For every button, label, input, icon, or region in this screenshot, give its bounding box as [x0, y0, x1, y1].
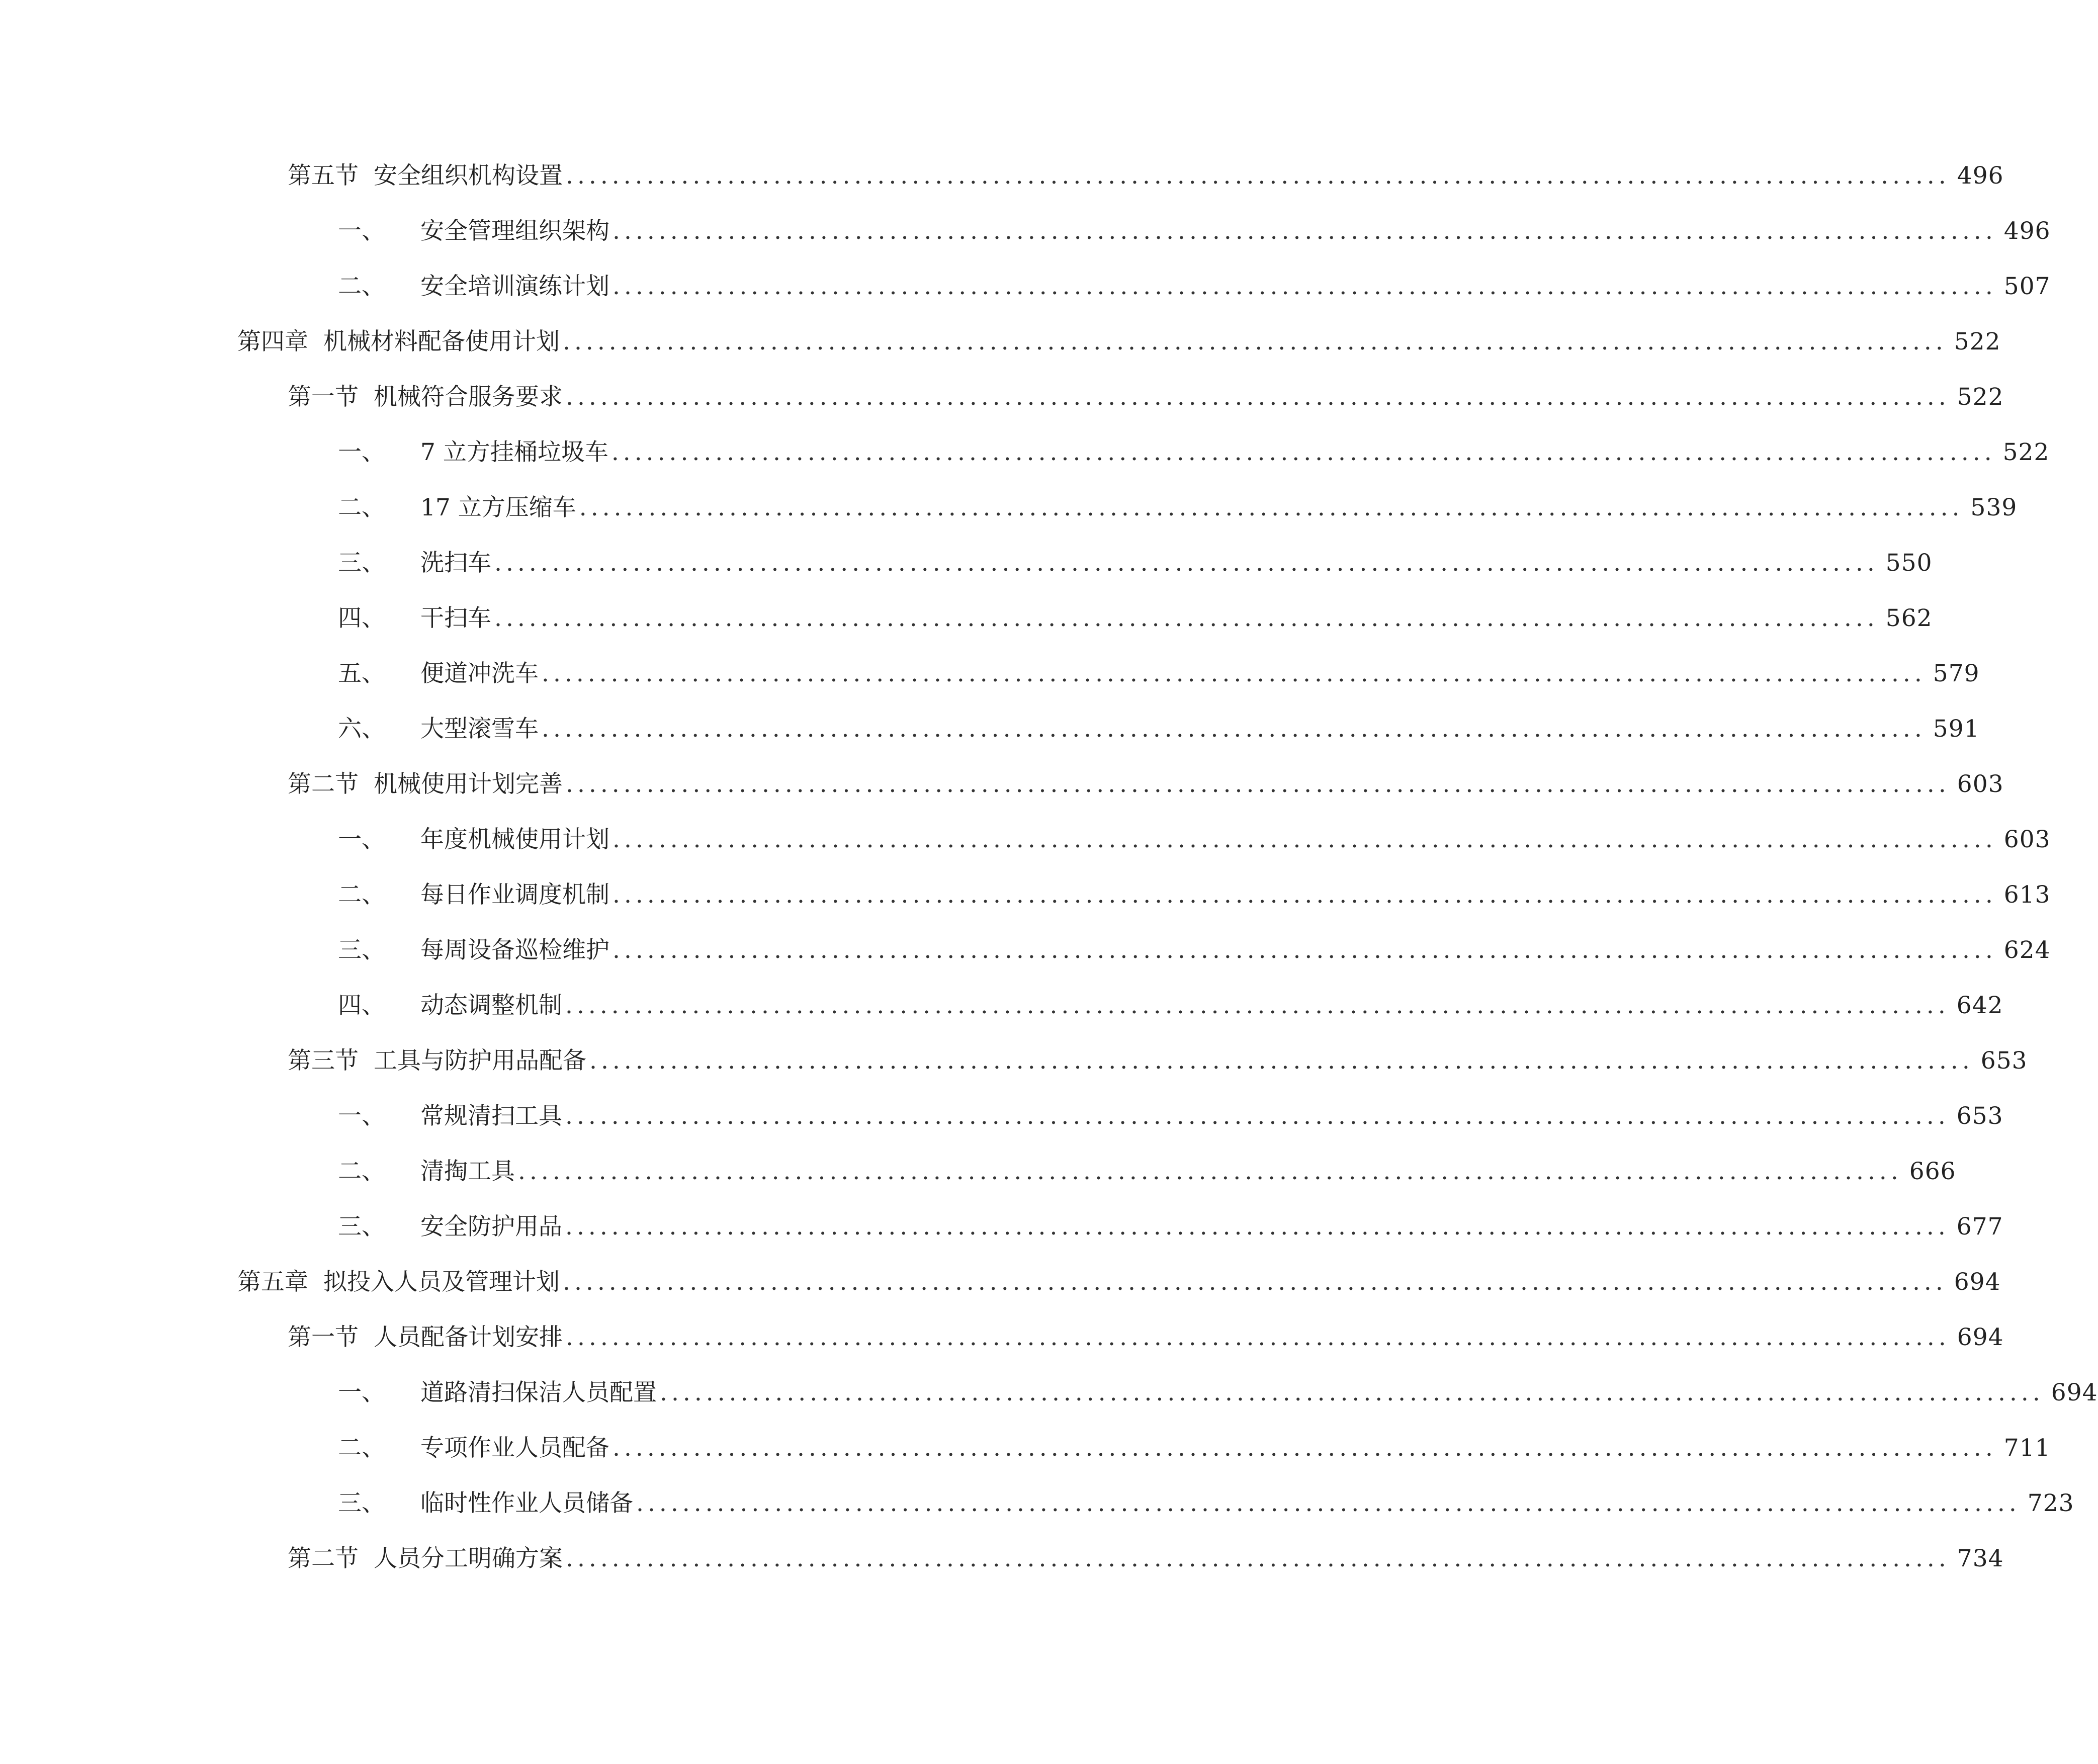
toc-leader-dots: ........................................................................................................................	[563, 1268, 1947, 1296]
toc-entry[interactable]	[237, 1373, 2098, 1428]
toc-entry[interactable]	[237, 488, 2018, 543]
toc-entry-page: 666	[1909, 1158, 1956, 1185]
toc-leader-dots: ........................................................................................................................	[542, 715, 1926, 743]
toc-entry-number: 四、	[338, 604, 385, 632]
toc-entry[interactable]	[237, 820, 2051, 875]
toc-entry[interactable]	[237, 211, 2051, 267]
toc-leader-dots: ........................................................................................................................	[579, 494, 1964, 521]
toc-entry[interactable]	[237, 1096, 2003, 1152]
toc-entry-page: 653	[1956, 1102, 2003, 1130]
toc-entry-title: 大型滚雪车	[420, 715, 539, 743]
toc-leader-dots: ........................................................................................................................	[611, 438, 1996, 466]
toc-leader-dots: ........................................................................................................................	[565, 992, 1950, 1019]
toc-entry-number: 第四章	[237, 328, 308, 356]
toc-entry-number: 三、	[338, 1489, 385, 1517]
toc-leader-dots: ........................................................................................................................	[613, 1434, 1997, 1462]
toc-entry-number: 第一节	[288, 383, 359, 411]
toc-entry-title: 机械符合服务要求	[374, 383, 563, 411]
toc-leader-dots: ........................................................................................................................	[494, 549, 1879, 577]
toc-entry-title: 道路清扫保洁人员配置	[420, 1379, 657, 1406]
toc-entry-number: 一、	[338, 1379, 385, 1406]
toc-entry-number: 二、	[338, 1158, 385, 1185]
toc-entry-number: 五、	[338, 660, 385, 687]
toc-entry-title: 临时性作业人员储备	[420, 1489, 633, 1517]
toc-leader-dots: ........................................................................................................................	[613, 936, 1997, 964]
toc-entry[interactable]	[237, 322, 2001, 377]
toc-entry-page: 522	[1954, 328, 2001, 356]
toc-entry-page: 539	[1970, 494, 2018, 521]
toc-entry-title: 安全培训演练计划	[420, 273, 609, 300]
toc-entry-title: 清掏工具	[420, 1158, 515, 1185]
toc-entry-title: 7 立方挂桶垃圾车	[420, 438, 608, 466]
toc-entry-number: 二、	[338, 494, 385, 521]
toc-entry-page: 522	[1957, 383, 2004, 411]
toc-entry-number: 一、	[338, 438, 385, 466]
toc-entry-page: 579	[1933, 660, 1980, 687]
toc-entry-title: 拟投入人员及管理计划	[323, 1268, 560, 1296]
toc-entry-page: 591	[1933, 715, 1980, 743]
toc-entry-title: 机械材料配备使用计划	[323, 328, 560, 356]
toc-entry[interactable]	[237, 875, 2051, 930]
toc-entry-number: 四、	[338, 992, 385, 1019]
toc-entry-number: 三、	[338, 1213, 385, 1241]
toc-entry-title: 17 立方压缩车	[420, 494, 576, 521]
toc-entry-number: 一、	[338, 217, 385, 245]
toc-entry-page: 734	[1957, 1545, 2004, 1572]
toc-entry[interactable]	[237, 1428, 2051, 1483]
toc-leader-dots: ........................................................................................................................	[589, 1047, 1974, 1075]
toc-entry-title: 动态调整机制	[420, 992, 562, 1019]
toc-entry-number: 一、	[338, 826, 385, 853]
toc-entry-number: 二、	[338, 881, 385, 909]
toc-entry-page: 613	[2003, 881, 2051, 909]
toc-entry-number: 三、	[338, 549, 385, 577]
toc-entry[interactable]	[237, 764, 2004, 820]
toc-leader-dots: ........................................................................................................................	[542, 660, 1926, 687]
toc-entry[interactable]	[237, 543, 1933, 598]
toc-entry[interactable]	[237, 432, 2050, 488]
toc-entry-page: 624	[2003, 936, 2051, 964]
toc-entry-page: 723	[2027, 1489, 2074, 1517]
toc-entry-number: 第五节	[288, 162, 359, 190]
toc-entry-title: 常规清扫工具	[420, 1102, 562, 1130]
toc-entry-title: 人员分工明确方案	[374, 1545, 563, 1572]
toc-entry-title: 每周设备巡检维护	[420, 936, 609, 964]
toc-entry[interactable]	[237, 267, 2051, 322]
toc-entry-title: 每日作业调度机制	[420, 881, 609, 909]
toc-entry[interactable]	[237, 1483, 2074, 1539]
toc-leader-dots: ........................................................................................................................	[636, 1489, 2021, 1517]
toc-entry-page: 522	[2002, 438, 2050, 466]
toc-entry-number: 二、	[338, 273, 385, 300]
toc-entry-title: 洗扫车	[420, 549, 491, 577]
toc-entry-page: 496	[2003, 217, 2051, 245]
toc-leader-dots: ........................................................................................................................	[566, 1545, 1950, 1572]
table-of-contents	[237, 156, 2098, 1594]
toc-leader-dots: ........................................................................................................................	[563, 328, 1947, 356]
toc-entry[interactable]	[237, 1207, 2003, 1262]
toc-entry-page: 653	[1980, 1047, 2028, 1075]
toc-leader-dots: ........................................................................................................................	[660, 1379, 2044, 1406]
toc-leader-dots: ........................................................................................................................	[518, 1158, 1902, 1185]
toc-entry-page: 642	[1956, 992, 2003, 1019]
toc-entry-title: 干扫车	[420, 604, 491, 632]
toc-entry[interactable]	[237, 1317, 2004, 1373]
toc-entry-title: 安全组织机构设置	[374, 162, 563, 190]
toc-entry[interactable]	[237, 377, 2004, 432]
toc-entry[interactable]	[237, 986, 2003, 1041]
toc-leader-dots: ........................................................................................................................	[565, 1213, 1950, 1241]
toc-entry-number: 第五章	[237, 1268, 308, 1296]
toc-entry-number: 二、	[338, 1434, 385, 1462]
toc-entry[interactable]	[237, 1041, 2028, 1096]
toc-leader-dots: ........................................................................................................................	[613, 217, 1997, 245]
toc-entry-number: 六、	[338, 715, 385, 743]
toc-entry-title: 专项作业人员配备	[420, 1434, 609, 1462]
toc-entry-page: 496	[1957, 162, 2004, 190]
toc-entry[interactable]	[237, 1539, 2004, 1594]
toc-entry-page: 603	[2003, 826, 2051, 853]
toc-entry-title: 安全防护用品	[420, 1213, 562, 1241]
toc-entry-page: 694	[1957, 1324, 2004, 1351]
toc-entry-page: 550	[1885, 549, 1933, 577]
toc-entry-page: 562	[1885, 604, 1933, 632]
toc-leader-dots: ........................................................................................................................	[566, 162, 1950, 190]
toc-leader-dots: ........................................................................................................................	[566, 383, 1950, 411]
toc-entry-number: 第二节	[288, 770, 359, 798]
toc-entry-page: 507	[2003, 273, 2051, 300]
toc-entry-page: 603	[1957, 770, 2004, 798]
toc-entry-title: 便道冲洗车	[420, 660, 539, 687]
toc-entry[interactable]	[237, 930, 2051, 986]
toc-entry-page: 677	[1956, 1213, 2003, 1241]
toc-entry-page: 694	[1954, 1268, 2001, 1296]
toc-entry[interactable]	[237, 156, 2004, 211]
toc-entry[interactable]	[237, 1262, 2001, 1317]
toc-entry-page: 711	[2003, 1434, 2051, 1462]
toc-entry-title: 年度机械使用计划	[420, 826, 609, 853]
toc-leader-dots: ........................................................................................................................	[494, 604, 1879, 632]
toc-entry-title: 安全管理组织架构	[420, 217, 609, 245]
toc-entry-number: 第三节	[288, 1047, 359, 1075]
toc-leader-dots: ........................................................................................................................	[613, 881, 1997, 909]
toc-leader-dots: ........................................................................................................................	[566, 770, 1950, 798]
toc-entry[interactable]	[237, 709, 1980, 764]
toc-leader-dots: ........................................................................................................................	[565, 1102, 1950, 1130]
toc-entry[interactable]	[237, 654, 1980, 709]
toc-leader-dots: ........................................................................................................................	[613, 273, 1997, 300]
toc-entry-number: 第一节	[288, 1324, 359, 1351]
toc-entry-number: 三、	[338, 936, 385, 964]
toc-leader-dots: ........................................................................................................................	[566, 1324, 1950, 1351]
toc-entry[interactable]	[237, 1152, 1956, 1207]
toc-entry[interactable]	[237, 598, 1933, 654]
toc-entry-number: 第二节	[288, 1545, 359, 1572]
toc-entry-page: 694	[2051, 1379, 2098, 1406]
toc-leader-dots: ........................................................................................................................	[613, 826, 1997, 853]
toc-entry-title: 人员配备计划安排	[374, 1324, 563, 1351]
toc-entry-title: 工具与防护用品配备	[374, 1047, 586, 1075]
toc-entry-number: 一、	[338, 1102, 385, 1130]
toc-entry-title: 机械使用计划完善	[374, 770, 563, 798]
